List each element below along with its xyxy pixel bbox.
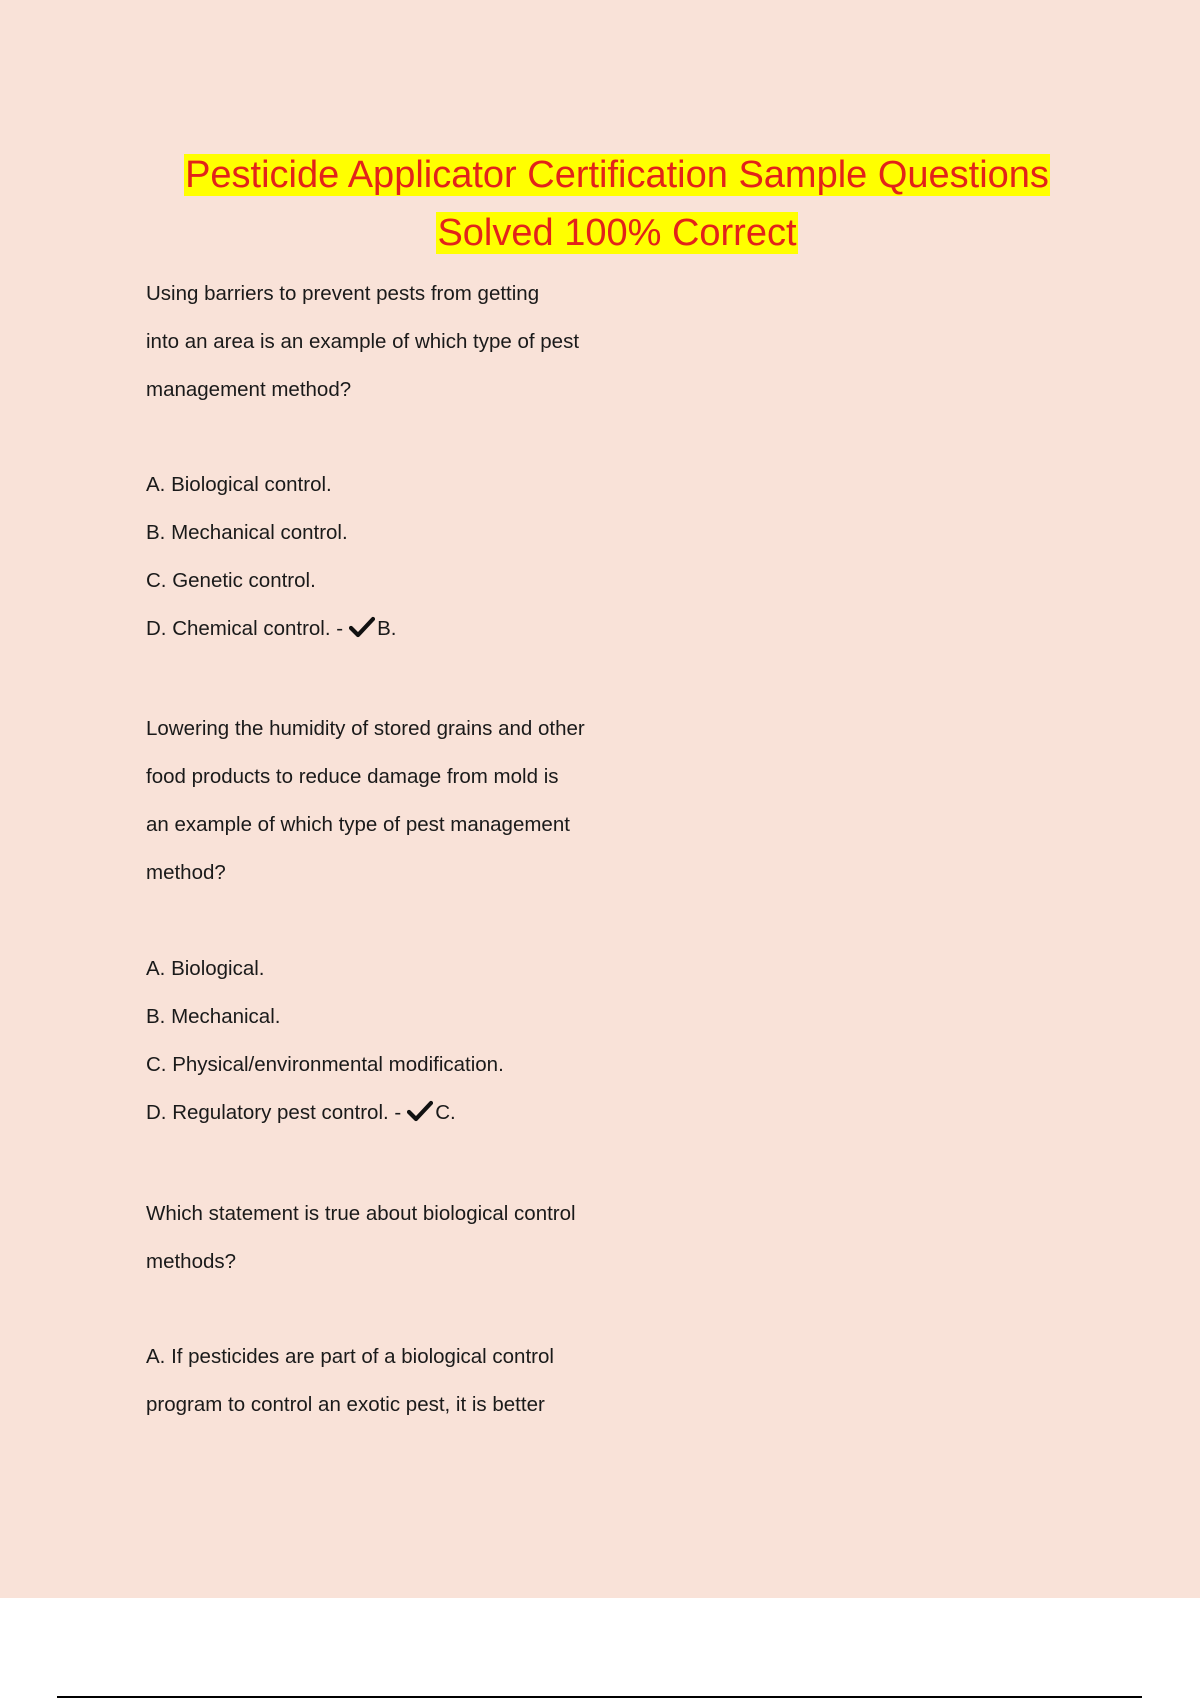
- question-2-option-a: A. Biological.: [146, 957, 265, 980]
- question-1-stem-line-1: Using barriers to prevent pests from getting: [146, 282, 540, 305]
- question-3-stem-line-1: Which statement is true about biological control: [146, 1202, 576, 1225]
- question-3-option-a-line-2: program to control an exotic pest, it is better: [146, 1393, 545, 1416]
- document-title: [0, 146, 1200, 262]
- question-3: [146, 1190, 706, 1286]
- footer-divider: [57, 1696, 1142, 1698]
- question-2: [146, 705, 706, 897]
- question-1-option-b: B. Mechanical control.: [146, 521, 348, 544]
- title-line-1: Pesticide Applicator Certification Sample Questions: [185, 154, 1049, 196]
- question-1-stem-line-3: management method?: [146, 378, 352, 401]
- question-3-options: [146, 1333, 706, 1429]
- question-1-option-c: C. Genetic control.: [146, 569, 316, 592]
- question-2-options: [146, 945, 706, 1137]
- question-2-option-d: D. Regulatory pest control. -: [146, 1101, 402, 1124]
- question-1-options: [146, 461, 706, 653]
- question-2-option-b: B. Mechanical.: [146, 1005, 281, 1028]
- question-1-answer: B.: [377, 617, 397, 640]
- question-2-option-d-line: [146, 1089, 706, 1137]
- question-1-option-d: D. Chemical control. -: [146, 617, 344, 640]
- checkmark-icon: [349, 616, 375, 638]
- question-1-option-d-line: [146, 605, 706, 653]
- question-3-stem-line-2: methods?: [146, 1250, 237, 1273]
- title-line-2: Solved 100% Correct: [437, 212, 797, 254]
- question-2-stem-line-4: method?: [146, 861, 226, 884]
- question-2-stem-line-1: Lowering the humidity of stored grains and other: [146, 717, 585, 740]
- question-3-option-a-line-1: A. If pesticides are part of a biological control: [146, 1345, 554, 1368]
- checkmark-icon: [407, 1100, 433, 1122]
- question-1-stem-line-2: into an area is an example of which type of pest: [146, 330, 580, 353]
- question-2-option-c: C. Physical/environmental modification.: [146, 1053, 504, 1076]
- question-2-stem-line-3: an example of which type of pest management: [146, 813, 570, 836]
- question-1-option-a: A. Biological control.: [146, 473, 332, 496]
- question-1: [146, 270, 706, 414]
- question-2-answer: C.: [435, 1101, 456, 1124]
- question-2-stem-line-2: food products to reduce damage from mold is: [146, 765, 559, 788]
